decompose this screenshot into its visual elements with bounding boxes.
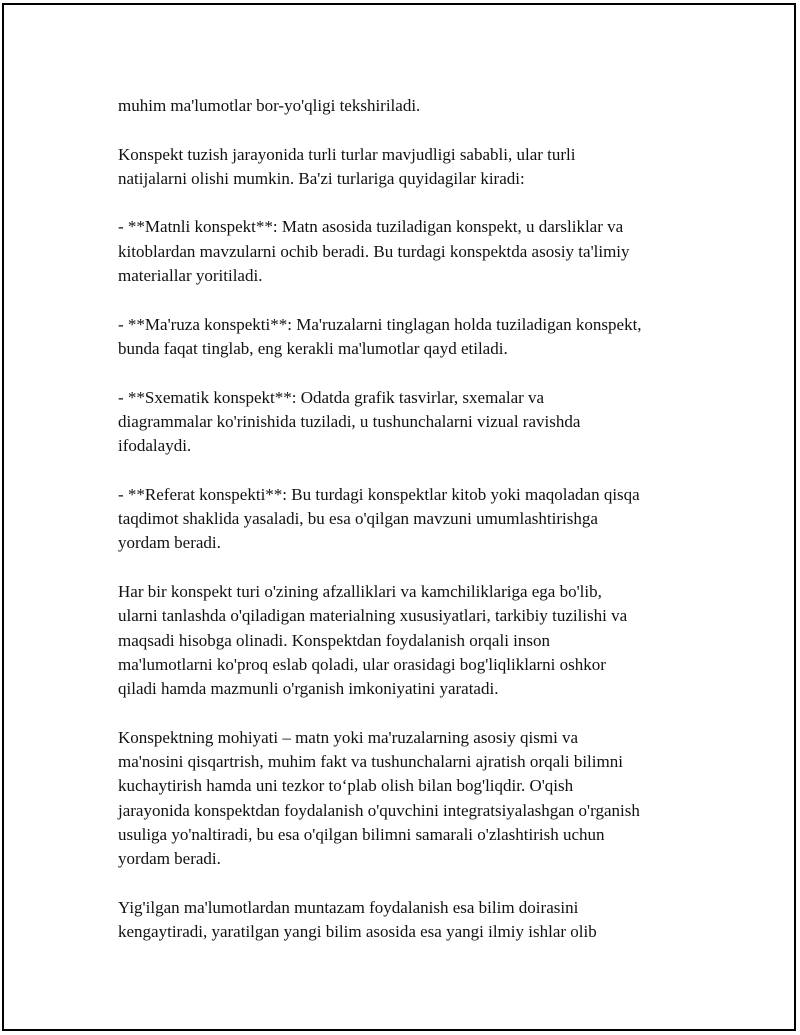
text-line: - **Sxematik konspekt**: Odatda grafik tasvirlar, sxemalar va xyxy=(118,387,545,407)
document-body xyxy=(118,94,708,969)
paragraph-advantages xyxy=(118,580,708,701)
paragraph-collected-info xyxy=(118,896,708,945)
text-line: usuliga yo'naltiradi, bu esa o'qilgan bilimni samarali o'zlashtirish uchun xyxy=(118,824,605,844)
paragraph-essence xyxy=(118,726,708,872)
paragraph-lecture-konspekt xyxy=(118,313,708,362)
paragraph-check-info xyxy=(118,94,708,118)
text-line: - **Referat konspekti**: Bu turdagi konspektlar kitob yoki maqoladan qisqa xyxy=(118,484,640,504)
paragraph-schematic-konspekt xyxy=(118,386,708,459)
text-line: jarayonida konspektdan foydalanish o'quvchini integratsiyalashgan o'rganish xyxy=(118,800,640,820)
text-line: Konspekt tuzish jarayonida turli turlar mavjudligi sababli, ular turli xyxy=(118,144,576,164)
text-line: ma'nosini qisqartrish, muhim fakt va tushunchalarni ajratish orqali bilimni xyxy=(118,752,623,772)
text-line: ma'lumotlarni ko'proq eslab qoladi, ular orasidagi bog'liqliklarni oshkor xyxy=(118,654,606,674)
text-line: kengaytiradi, yaratilgan yangi bilim asosida esa yangi ilmiy ishlar olib xyxy=(118,922,597,942)
text-line: kuchaytirish hamda uni tezkor to‘plab olish bilan bog'liqdir. O'qish xyxy=(118,776,574,796)
text-line: qiladi hamda mazmunli o'rganish imkoniyatini yaratadi. xyxy=(118,679,499,699)
text-line: diagrammalar ko'rinishida tuziladi, u tushunchalarni vizual ravishda xyxy=(118,411,581,431)
text-line: kitoblardan mavzularni ochib beradi. Bu turdagi konspektda asosiy ta'limiy xyxy=(118,241,630,261)
text-line: maqsadi hisobga olinadi. Konspektdan foydalanish orqali inson xyxy=(118,630,551,650)
paragraph-intro-types xyxy=(118,143,708,192)
text-line: materiallar yoritiladi. xyxy=(118,266,263,286)
text-line: Konspektning mohiyati – matn yoki ma'ruzalarning asosiy qismi va xyxy=(118,727,579,747)
paragraph-referat-konspekt xyxy=(118,483,708,556)
text-line: ularni tanlashda o'qiladigan materialning xususiyatlari, tarkibiy tuzilishi va xyxy=(118,606,628,626)
text-line: yordam beradi. xyxy=(118,533,221,553)
text-line: natijalarni olishi mumkin. Ba'zi turlariga quyidagilar kiradi: xyxy=(118,168,525,188)
text-line: ifodalaydi. xyxy=(118,436,192,456)
text-line: - **Ma'ruza konspekti**: Ma'ruzalarni tinglagan holda tuziladigan konspekt, xyxy=(118,314,642,334)
text-line: muhim ma'lumotlar bor-yo'qligi tekshiriladi. xyxy=(118,96,421,115)
paragraph-text-konspekt xyxy=(118,215,708,288)
text-line: - **Matnli konspekt**: Matn asosida tuziladigan konspekt, u darsliklar va xyxy=(118,217,624,237)
text-line: bunda faqat tinglab, eng kerakli ma'lumotlar qayd etiladi. xyxy=(118,338,508,358)
text-line: Yig'ilgan ma'lumotlardan muntazam foydalanish esa bilim doirasini xyxy=(118,897,579,917)
text-line: taqdimot shaklida yasaladi, bu esa o'qilgan mavzuni umumlashtirishga xyxy=(118,509,598,529)
text-line: Har bir konspekt turi o'zining afzalliklari va kamchiliklariga ega bo'lib, xyxy=(118,581,602,601)
text-line: yordam beradi. xyxy=(118,849,221,869)
